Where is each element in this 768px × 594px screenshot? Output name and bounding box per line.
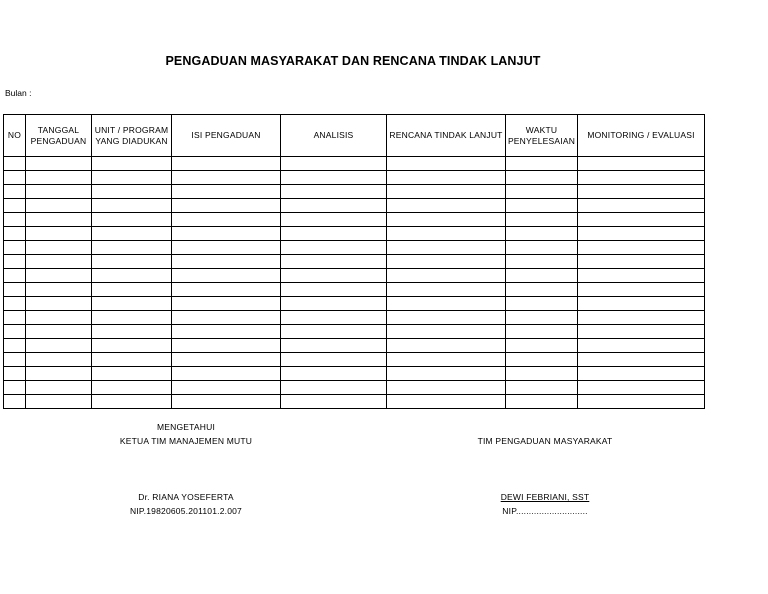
table-cell <box>578 395 705 409</box>
signature-left-name-block <box>110 490 262 518</box>
table-cell <box>578 185 705 199</box>
table-cell <box>578 339 705 353</box>
table-cell <box>92 199 172 213</box>
table-cell <box>506 367 578 381</box>
table-header-row <box>4 115 705 157</box>
table-cell <box>92 381 172 395</box>
table-cell <box>172 213 281 227</box>
table-cell <box>172 157 281 171</box>
signature-right-nip: NIP............................ <box>502 506 588 516</box>
table-cell <box>26 269 92 283</box>
table-cell <box>172 241 281 255</box>
table-cell <box>506 157 578 171</box>
signature-left-line1: MENGETAHUI <box>156 422 216 432</box>
table-body <box>4 157 705 409</box>
table-cell <box>4 395 26 409</box>
table-cell <box>281 283 387 297</box>
table-cell <box>281 269 387 283</box>
table-cell <box>506 381 578 395</box>
header-waktu-penyelesaian: WAKTU PENYELESAIAN <box>506 115 578 157</box>
table-row <box>4 157 705 171</box>
table-cell <box>281 381 387 395</box>
table-cell <box>4 339 26 353</box>
table-cell <box>92 157 172 171</box>
table-cell <box>4 269 26 283</box>
table-cell <box>172 283 281 297</box>
table-cell <box>26 395 92 409</box>
table-cell <box>281 367 387 381</box>
table-cell <box>92 283 172 297</box>
table-cell <box>387 213 506 227</box>
table-row <box>4 199 705 213</box>
header-rencana-tindak-lanjut: RENCANA TINDAK LANJUT <box>387 115 506 157</box>
table-cell <box>92 185 172 199</box>
table-cell <box>4 381 26 395</box>
table-cell <box>281 185 387 199</box>
table-row <box>4 269 705 283</box>
header-no: NO <box>4 115 26 157</box>
table-cell <box>387 255 506 269</box>
bulan-label: Bulan : <box>5 88 32 98</box>
table-cell <box>578 381 705 395</box>
table-cell <box>506 213 578 227</box>
table-cell <box>172 171 281 185</box>
table-cell <box>578 269 705 283</box>
table-cell <box>387 395 506 409</box>
table-row <box>4 395 705 409</box>
table-cell <box>26 199 92 213</box>
table-cell <box>92 171 172 185</box>
table-cell <box>578 157 705 171</box>
table-cell <box>506 185 578 199</box>
table-row <box>4 185 705 199</box>
table-cell <box>4 311 26 325</box>
table-cell <box>92 339 172 353</box>
table-cell <box>92 241 172 255</box>
table-cell <box>578 325 705 339</box>
table-cell <box>281 157 387 171</box>
table-cell <box>4 367 26 381</box>
table-cell <box>4 199 26 213</box>
table-cell <box>281 213 387 227</box>
table-cell <box>172 185 281 199</box>
table-cell <box>281 227 387 241</box>
table-cell <box>387 353 506 367</box>
table-cell <box>387 339 506 353</box>
table-cell <box>172 227 281 241</box>
table-cell <box>281 339 387 353</box>
table-cell <box>92 255 172 269</box>
table-cell <box>387 199 506 213</box>
table-cell <box>92 367 172 381</box>
table-cell <box>578 227 705 241</box>
table-cell <box>4 171 26 185</box>
signature-left-block <box>110 420 262 448</box>
table-cell <box>26 311 92 325</box>
table-cell <box>26 339 92 353</box>
complaint-table <box>3 114 705 409</box>
table-row <box>4 241 705 255</box>
table-cell <box>4 297 26 311</box>
table-row <box>4 381 705 395</box>
table-cell <box>387 185 506 199</box>
table-cell <box>26 381 92 395</box>
table-cell <box>578 171 705 185</box>
table-cell <box>578 353 705 367</box>
table-cell <box>172 269 281 283</box>
table-cell <box>26 297 92 311</box>
table-cell <box>4 157 26 171</box>
table-cell <box>281 395 387 409</box>
table-cell <box>578 255 705 269</box>
document-title: PENGADUAN MASYARAKAT DAN RENCANA TINDAK LANJUT <box>165 54 541 68</box>
table-cell <box>172 353 281 367</box>
table-cell <box>26 227 92 241</box>
header-monitoring-evaluasi: MONITORING / EVALUASI <box>578 115 705 157</box>
table-cell <box>506 311 578 325</box>
header-tanggal-pengaduan: TANGGAL PENGADUAN <box>26 115 92 157</box>
table-cell <box>172 367 281 381</box>
signature-right-line1: TIM PENGADUAN MASYARAKAT <box>477 436 613 446</box>
table-cell <box>172 325 281 339</box>
table-cell <box>281 255 387 269</box>
header-isi-pengaduan: ISI PENGADUAN <box>172 115 281 157</box>
table-cell <box>92 227 172 241</box>
table-cell <box>506 171 578 185</box>
table-cell <box>506 283 578 297</box>
table-cell <box>506 353 578 367</box>
table-row <box>4 255 705 269</box>
table-cell <box>387 269 506 283</box>
table-cell <box>26 185 92 199</box>
table-row <box>4 227 705 241</box>
table-cell <box>4 227 26 241</box>
table-cell <box>26 213 92 227</box>
table-cell <box>387 367 506 381</box>
table-cell <box>281 241 387 255</box>
table-row <box>4 367 705 381</box>
header-analisis: ANALISIS <box>281 115 387 157</box>
table-row <box>4 311 705 325</box>
table-cell <box>578 213 705 227</box>
table-cell <box>506 339 578 353</box>
table-cell <box>387 381 506 395</box>
table-cell <box>4 283 26 297</box>
table-cell <box>92 353 172 367</box>
signature-right-block <box>470 434 620 448</box>
table-cell <box>578 283 705 297</box>
table-cell <box>26 255 92 269</box>
signature-right-name-block <box>470 490 620 518</box>
table-row <box>4 213 705 227</box>
table-cell <box>387 325 506 339</box>
table-cell <box>26 171 92 185</box>
table-cell <box>172 311 281 325</box>
table-cell <box>578 297 705 311</box>
table-cell <box>172 199 281 213</box>
table-cell <box>172 395 281 409</box>
table-cell <box>26 325 92 339</box>
table-cell <box>172 255 281 269</box>
table-cell <box>506 395 578 409</box>
table-cell <box>92 213 172 227</box>
table-cell <box>26 157 92 171</box>
table-cell <box>26 283 92 297</box>
table-cell <box>92 311 172 325</box>
table-cell <box>506 325 578 339</box>
table-cell <box>92 269 172 283</box>
table-row <box>4 325 705 339</box>
table-cell <box>506 241 578 255</box>
table-cell <box>387 227 506 241</box>
table-cell <box>281 199 387 213</box>
table-cell <box>281 311 387 325</box>
table-cell <box>578 367 705 381</box>
table-cell <box>281 353 387 367</box>
table-cell <box>506 269 578 283</box>
table-cell <box>506 199 578 213</box>
table-cell <box>26 241 92 255</box>
table-row <box>4 283 705 297</box>
table-cell <box>281 297 387 311</box>
table-cell <box>578 311 705 325</box>
table-cell <box>26 367 92 381</box>
table-cell <box>578 241 705 255</box>
header-unit-program: UNIT / PROGRAM YANG DIADUKAN <box>92 115 172 157</box>
signature-right-name: DEWI FEBRIANI, SST <box>500 492 590 502</box>
table-cell <box>387 283 506 297</box>
table-cell <box>506 297 578 311</box>
signature-left-nip: NIP.19820605.201101.2.007 <box>130 506 242 516</box>
table-cell <box>578 199 705 213</box>
table-row <box>4 339 705 353</box>
table-cell <box>387 241 506 255</box>
table-cell <box>4 325 26 339</box>
table-cell <box>4 241 26 255</box>
table-cell <box>4 255 26 269</box>
table-cell <box>4 353 26 367</box>
table-cell <box>506 227 578 241</box>
table-cell <box>26 353 92 367</box>
table-cell <box>92 297 172 311</box>
signature-left-name: Dr. RIANA YOSEFERTA <box>138 492 234 502</box>
signature-left-line2: KETUA TIM MANAJEMEN MUTU <box>119 436 253 446</box>
table-row <box>4 353 705 367</box>
table-cell <box>281 325 387 339</box>
table-row <box>4 297 705 311</box>
table-cell <box>92 395 172 409</box>
table-cell <box>281 171 387 185</box>
table-cell <box>4 213 26 227</box>
table-cell <box>172 297 281 311</box>
table-cell <box>387 157 506 171</box>
table-cell <box>387 171 506 185</box>
table-cell <box>172 381 281 395</box>
table-row <box>4 171 705 185</box>
table-cell <box>387 311 506 325</box>
table-cell <box>387 297 506 311</box>
table-cell <box>92 325 172 339</box>
table-cell <box>172 339 281 353</box>
table-cell <box>4 185 26 199</box>
table-cell <box>506 255 578 269</box>
